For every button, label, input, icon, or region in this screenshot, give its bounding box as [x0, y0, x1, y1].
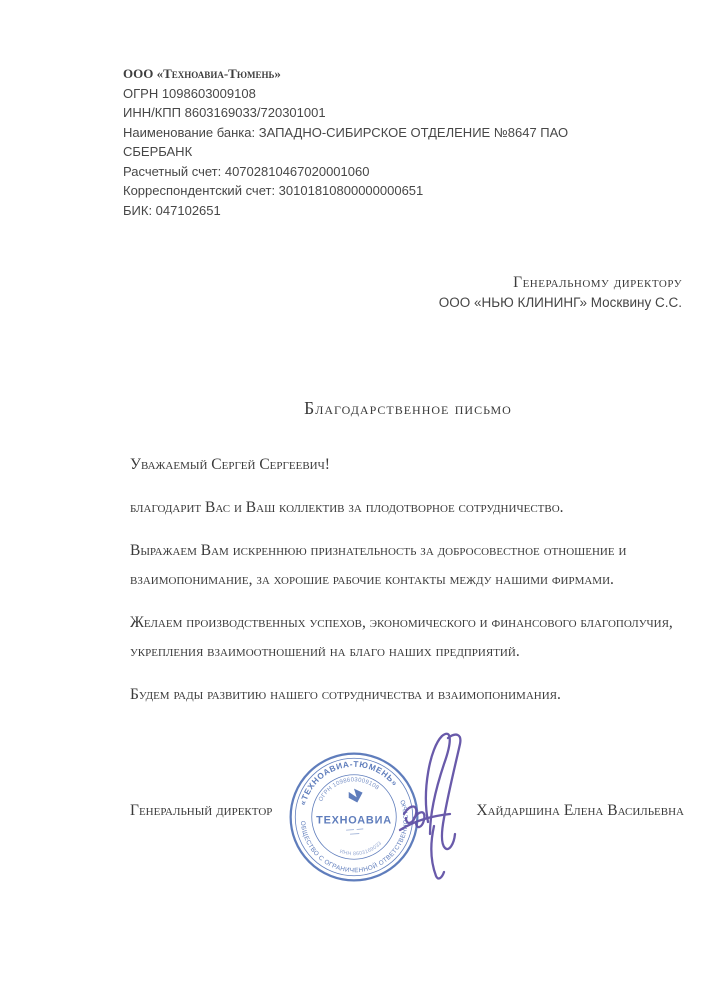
seal-ring-top-text: «ТЕХНОАВИА-ТЮМЕНЬ»: [298, 759, 400, 807]
paragraph: благодарит Вас и Ваш коллектив за плодотворное сотрудничество.: [130, 499, 564, 516]
letter-title: Благодарственное письмо: [304, 398, 512, 418]
requisite-line-inn-kpp: ИНН/КПП 8603169033/720301001: [123, 105, 326, 120]
seal-ogrn-arc-text: ОГРН 1098603009108: [318, 777, 380, 803]
technoavia-logo-icon: [349, 789, 363, 803]
seal-fine-print-lines: [346, 829, 363, 834]
company-name: ООО «Техноавиа-Тюмень»: [123, 66, 281, 81]
requisite-line-bik: БИК: 047102651: [123, 202, 221, 218]
seal-center-text: ТЕХНОАВИА: [316, 814, 392, 827]
paragraph: Выражаем Вам искреннюю признательность за добросовестное отношение и взаимопонимание, за хорошие рабочие контакты между нашими фирмами.: [130, 542, 627, 588]
letter-body: [130, 450, 688, 723]
addressee-company-person: ООО «НЬЮ КЛИНИНГ» Москвину С.С.: [438, 295, 682, 310]
company-requisites-block: [123, 64, 593, 220]
requisite-line-corr-account: Корреспондентский счет: 30101810800000000651: [123, 183, 424, 198]
addressee-position: Генеральному директору: [513, 274, 682, 291]
addressee-block: [439, 274, 682, 310]
signatory-position: Генеральный директор: [130, 802, 273, 819]
requisite-line-account: Расчетный счет: 40702810467020001060: [123, 163, 370, 179]
paragraph: Желаем производственных успехов, экономического и финансового благополучия, укрепления взаимоотношений на благо наших предприятий.: [130, 614, 673, 660]
salutation: Уважаемый Сергей Сергеевич!: [130, 456, 330, 473]
paragraph: Будем рады развитию нашего сотрудничества и взаимопонимания.: [130, 686, 561, 703]
seal-inn-arc-text: ИНН 8603169033: [338, 840, 384, 858]
requisite-line-ogrn: ОГРН 1098603009108: [123, 85, 256, 101]
signatory-name: Хайдаршина Елена Васильевна: [476, 802, 684, 819]
seal-ring-bottom-text: ОБЩЕСТВО С ОГРАНИЧЕННОЙ ОТВЕТСТВЕННОСТЬЮ: [298, 798, 410, 875]
requisite-line-bank: Наименование банка: ЗАПАДНО-СИБИРСКОЕ ОТДЕЛЕНИЕ №8647 ПАО СБЕРБАНК: [123, 124, 569, 159]
handwritten-signature: [392, 726, 482, 886]
